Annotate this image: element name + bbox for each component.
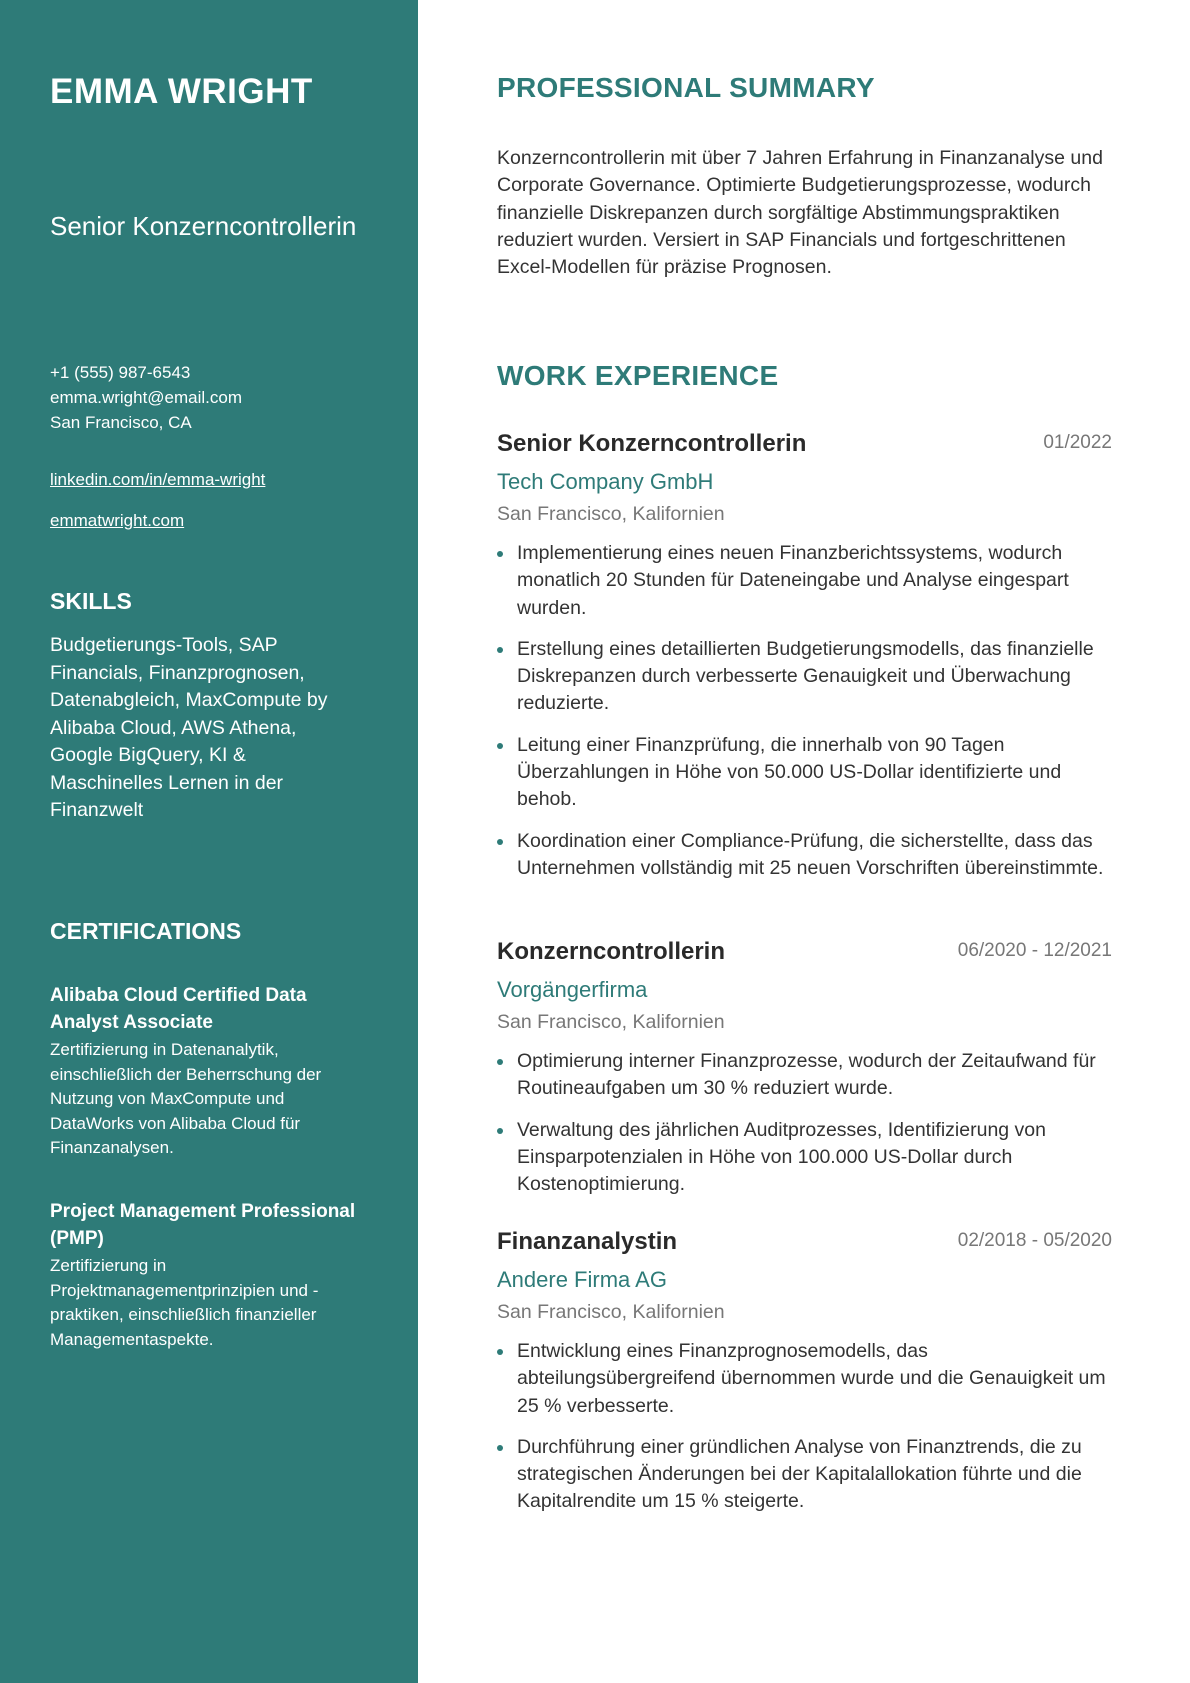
experience-heading: WORK EXPERIENCE [497, 360, 779, 391]
bullet-icon [497, 1059, 503, 1065]
bullet-icon [497, 1445, 503, 1451]
job-header [497, 1228, 1112, 1264]
job-header [497, 938, 1112, 974]
job-bullets [497, 1048, 1112, 1198]
list-item [497, 1117, 1112, 1199]
bullet-text: Leitung einer Finanzprüfung, die innerhalb von 90 Tagen Überzahlungen in Höhe von 50.000 US-Dollar identifizierte und behob. [517, 733, 1062, 811]
company-name: Vorgängerfirma [497, 977, 648, 1002]
location: San Francisco, CA [50, 413, 192, 432]
bullet-icon [497, 743, 503, 749]
list-item [497, 636, 1112, 718]
list-item [497, 1434, 1112, 1516]
job-entry [497, 430, 1112, 896]
sidebar [0, 0, 418, 1683]
job-bullets [497, 1338, 1112, 1516]
website-link[interactable]: emmatwright.com [50, 511, 185, 530]
job-entry-title: Senior Konzerncontrollerin [497, 430, 807, 457]
job-bullets [497, 540, 1112, 882]
certification-item [50, 982, 368, 1161]
list-item [497, 732, 1112, 814]
job-date: 06/2020 - 12/2021 [957, 940, 1112, 961]
job-location: San Francisco, Kalifornien [497, 503, 725, 525]
bullet-text: Koordination einer Compliance-Prüfung, die sicherstellte, dass das Unternehmen vollständig mit 25 neuen Vorschriften übereinstimmte. [517, 829, 1104, 879]
list-item [497, 1338, 1112, 1420]
certification-item [50, 1198, 368, 1352]
bullet-text: Erstellung eines detaillierten Budgetierungsmodells, das finanzielle Diskrepanzen durch verbesserte Genauigkeit und Überwachung reduzierte. [517, 637, 1094, 715]
bullet-icon [497, 1349, 503, 1355]
bullet-icon [497, 1128, 503, 1134]
certifications-heading: CERTIFICATIONS [50, 918, 242, 944]
bullet-text: Entwicklung eines Finanzprognosemodells, das abteilungsübergreifend übernommen wurde und die Genauigkeit um 25 % verbesserte. [517, 1340, 1106, 1417]
list-item [497, 1048, 1112, 1103]
job-entry [497, 938, 1112, 1212]
job-entry [497, 1228, 1112, 1530]
email-address: emma.wright@email.com [50, 388, 243, 407]
summary-text: Konzerncontrollerin mit über 7 Jahren Erfahrung in Finanzanalyse und Corporate Governance. Optimierte Budgetierungsprozesse, wodurch finanzielle Diskrepanzen durch sorgfältige Abstimmungspraktiken reduziert wurden. Versiert in SAP Financials und fortgeschrittenen Excel-Modellen für präzise Prognosen. [497, 147, 1103, 279]
summary-heading: PROFESSIONAL SUMMARY [497, 72, 875, 103]
bullet-text: Verwaltung des jährlichen Auditprozesses, Identifizierung von Einsparpotenzialen in Höhe von 100.000 US-Dollar durch Kostenoptimierung. [517, 1118, 1046, 1196]
certification-name: Project Management Professional (PMP) [50, 1201, 356, 1249]
skills-heading: SKILLS [50, 588, 132, 614]
job-date: 02/2018 - 05/2020 [957, 1230, 1112, 1251]
job-entry-title: Konzerncontrollerin [497, 938, 726, 965]
company-name: Tech Company GmbH [497, 469, 714, 494]
candidate-name: EMMA WRIGHT [50, 72, 313, 111]
linkedin-link[interactable]: linkedin.com/in/emma-wright [50, 470, 266, 489]
bullet-text: Optimierung interner Finanzprozesse, wodurch der Zeitaufwand für Routineaufgaben um 30 % reduziert wurde. [517, 1050, 1096, 1100]
certification-description: Zertifizierung in Projektmanagementprinzipien und -praktiken, einschließlich finanzieller Managementaspekte. [50, 1256, 319, 1349]
job-location: San Francisco, Kalifornien [497, 1011, 725, 1033]
certification-name: Alibaba Cloud Certified Data Analyst Associate [50, 985, 307, 1033]
certification-description: Zertifizierung in Datenanalytik, einschließlich der Beherrschung der Nutzung von MaxCompute und DataWorks von Alibaba Cloud für Finanzanalysen. [50, 1040, 322, 1157]
bullet-icon [497, 647, 503, 653]
phone-number: +1 (555) 987-6543 [50, 363, 191, 382]
bullet-icon [497, 551, 503, 557]
job-date: 01/2022 [1043, 432, 1112, 453]
bullet-text: Durchführung einer gründlichen Analyse von Finanztrends, die zu strategischen Änderungen bei der Kapitalallokation führte und die Kapitalrendite um 15 % steigerte. [517, 1435, 1082, 1513]
job-header [497, 430, 1112, 466]
list-item [497, 828, 1112, 883]
contact-block [50, 360, 242, 435]
skills-list: Budgetierungs-Tools, SAP Financials, Finanzprognosen, Datenabgleich, MaxCompute by Alibaba Cloud, AWS Athena, Google BigQuery, KI & Maschinelles Lernen in der Finanzwelt [50, 634, 328, 821]
job-entry-title: Finanzanalystin [497, 1228, 678, 1255]
bullet-icon [497, 839, 503, 845]
company-name: Andere Firma AG [497, 1267, 667, 1292]
job-location: San Francisco, Kalifornien [497, 1301, 725, 1323]
list-item [497, 540, 1112, 622]
job-title: Senior Konzerncontrollerin [50, 211, 357, 241]
bullet-text: Implementierung eines neuen Finanzberichtssystems, wodurch monatlich 20 Stunden für Dateneingabe und Analyse eingespart wurden. [517, 542, 1069, 619]
